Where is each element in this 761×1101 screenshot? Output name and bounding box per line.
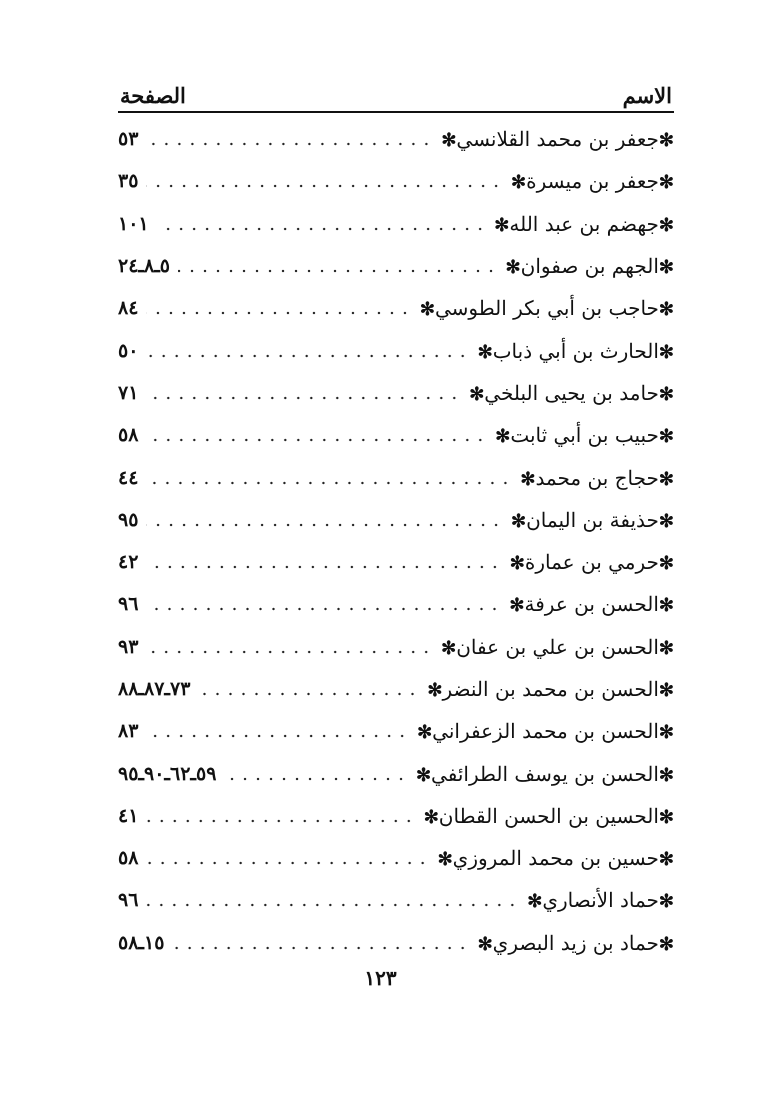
asterisk-icon: ✻ [441, 130, 457, 152]
page-number: ١٢٣ [364, 966, 397, 990]
index-entry [118, 710, 674, 752]
index-entry [118, 456, 674, 498]
asterisk-icon: ✻ [658, 933, 674, 955]
entry-pages: ٩٣ [118, 635, 139, 658]
asterisk-icon: ✻ [658, 722, 674, 744]
index-entry [118, 583, 674, 625]
entry-name: ✻الحسن بن يوسف الطرائفي✻ [415, 761, 674, 786]
entry-pages: ٣٥ [118, 170, 139, 193]
asterisk-icon: ✻ [658, 130, 674, 152]
dot-leader [146, 354, 469, 358]
asterisk-icon: ✻ [658, 680, 674, 701]
index-entry [118, 795, 674, 837]
entry-pages: ٤١ [118, 804, 139, 827]
entry-pages: ٥٨ [118, 847, 139, 870]
asterisk-icon: ✻ [477, 933, 493, 955]
entry-name: ✻حرمي بن عمارة✻ [509, 550, 674, 575]
entry-pages: ١٠١ [118, 212, 149, 235]
asterisk-icon: ✻ [658, 806, 674, 828]
entry-pages: ٧٣ـ٨٧ـ٨٨ [118, 678, 191, 700]
asterisk-icon: ✻ [423, 806, 439, 828]
asterisk-icon: ✻ [509, 553, 525, 575]
entry-name: ✻حجاج بن محمد✻ [520, 465, 674, 490]
index-entry [118, 879, 674, 921]
entry-pages: ٥ـ٨ـ٢٤ [118, 255, 171, 278]
index-entry [118, 118, 674, 160]
dot-leader [146, 311, 411, 315]
entry-pages: ٤٤ [118, 466, 139, 489]
asterisk-icon: ✻ [658, 468, 674, 490]
asterisk-icon: ✻ [469, 383, 485, 405]
asterisk-icon: ✻ [511, 172, 527, 194]
asterisk-icon: ✻ [505, 257, 521, 279]
entry-name: ✻جعفر بن ميسرة✻ [511, 169, 674, 194]
asterisk-icon: ✻ [658, 341, 674, 363]
entry-pages: ٩٦ [118, 889, 139, 912]
asterisk-icon: ✻ [495, 426, 511, 448]
entry-name: ✻الحسن بن عرفة✻ [509, 592, 674, 617]
entry-pages: ٥٣ [118, 128, 139, 151]
dot-leader [146, 142, 433, 146]
dot-leader [146, 819, 415, 823]
entry-name: ✻حسين بن محمد المروزي✻ [437, 846, 674, 871]
asterisk-icon: ✻ [658, 383, 674, 405]
entry-pages: ٨٣ [118, 720, 139, 743]
dot-leader [146, 734, 409, 738]
asterisk-icon: ✻ [441, 637, 457, 659]
index-entry [118, 752, 674, 794]
entry-name: ✻حذيفة بن اليمان✻ [511, 507, 674, 532]
asterisk-icon: ✻ [658, 426, 674, 448]
name-column-heading: الاسم [622, 83, 672, 108]
entry-pages: ٥٨ [118, 424, 139, 447]
entry-pages: ٥٩ـ٦٢ـ٩٠ـ٩٥ [118, 762, 217, 785]
entry-name: ✻حاجب بن أبي بكر الطوسي✻ [419, 296, 674, 321]
entry-name: ✻الحسن بن محمد بن النضر✻ [427, 677, 674, 701]
dot-leader [198, 692, 419, 696]
asterisk-icon: ✻ [477, 341, 493, 363]
index-entry [118, 668, 674, 710]
index-entry [118, 414, 674, 456]
index-entry [118, 541, 674, 583]
asterisk-icon: ✻ [527, 891, 543, 913]
asterisk-icon: ✻ [658, 214, 674, 236]
entry-name: ✻الحسن بن محمد الزعفراني✻ [417, 719, 674, 744]
index-entry [118, 203, 674, 245]
index-entry [118, 287, 674, 329]
dot-leader [146, 565, 501, 569]
dot-leader [146, 861, 429, 865]
entry-name: ✻جهضم بن عبد الله✻ [494, 211, 674, 236]
entry-name: ✻جعفر بن محمد القلانسي✻ [441, 127, 674, 152]
header-rule [118, 111, 674, 113]
dot-leader [157, 227, 487, 231]
entry-pages: ١٥ـ٥٨ [118, 931, 165, 954]
index-entry [118, 245, 674, 287]
entry-name: ✻حماد الأنصاري✻ [527, 888, 674, 913]
asterisk-icon: ✻ [509, 595, 525, 617]
index-entry [118, 329, 674, 371]
entry-name: ✻الحسن بن علي بن عفان✻ [441, 634, 674, 659]
asterisk-icon: ✻ [520, 468, 536, 490]
entry-pages: ٥٠ [118, 339, 139, 362]
asterisk-icon: ✻ [417, 722, 433, 744]
dot-leader [146, 481, 512, 485]
asterisk-icon: ✻ [419, 299, 435, 321]
entry-name: ✻حبيب بن أبي ثابت✻ [495, 423, 674, 448]
asterisk-icon: ✻ [415, 764, 432, 786]
asterisk-icon: ✻ [658, 637, 674, 659]
page-column-heading: الصفحة [120, 83, 186, 108]
entry-name: ✻حامد بن يحيى البلخي✻ [469, 380, 674, 405]
index-entry [118, 499, 674, 541]
dot-leader [224, 777, 408, 781]
dot-leader [172, 946, 469, 950]
index-header [120, 78, 672, 108]
asterisk-icon: ✻ [658, 764, 674, 786]
dot-leader [146, 438, 487, 442]
asterisk-icon: ✻ [658, 172, 674, 194]
entry-pages: ٩٦ [118, 593, 139, 616]
entry-pages: ٧١ [118, 381, 139, 404]
entry-name: ✻الجهم بن صفوان✻ [505, 254, 674, 279]
dot-leader [178, 269, 498, 273]
dot-leader [146, 184, 503, 188]
asterisk-icon: ✻ [658, 849, 674, 871]
asterisk-icon: ✻ [494, 214, 510, 236]
asterisk-icon: ✻ [427, 680, 443, 701]
entry-name: ✻حماد بن زيد البصري✻ [477, 930, 674, 955]
index-entry [118, 626, 674, 668]
asterisk-icon: ✻ [511, 510, 527, 532]
index-entry-list [118, 118, 674, 964]
entry-name: ✻الحسين بن الحسن القطان✻ [423, 803, 674, 828]
entry-pages: ٩٥ [118, 508, 139, 531]
asterisk-icon: ✻ [658, 595, 674, 617]
index-entry [118, 160, 674, 202]
entry-pages: ٨٤ [118, 297, 139, 320]
asterisk-icon: ✻ [658, 553, 674, 575]
asterisk-icon: ✻ [658, 257, 674, 279]
index-entry [118, 922, 674, 964]
index-entry [118, 837, 674, 879]
dot-leader [146, 396, 461, 400]
asterisk-icon: ✻ [658, 299, 674, 321]
entry-name: ✻الحارث بن أبي ذباب✻ [477, 338, 674, 363]
dot-leader [146, 523, 503, 527]
dot-leader [146, 607, 501, 611]
asterisk-icon: ✻ [437, 849, 453, 871]
index-entry [118, 372, 674, 414]
entry-pages: ٤٢ [118, 551, 139, 574]
asterisk-icon: ✻ [658, 891, 674, 913]
dot-leader [146, 650, 433, 654]
asterisk-icon: ✻ [658, 510, 674, 532]
dot-leader [146, 903, 519, 907]
